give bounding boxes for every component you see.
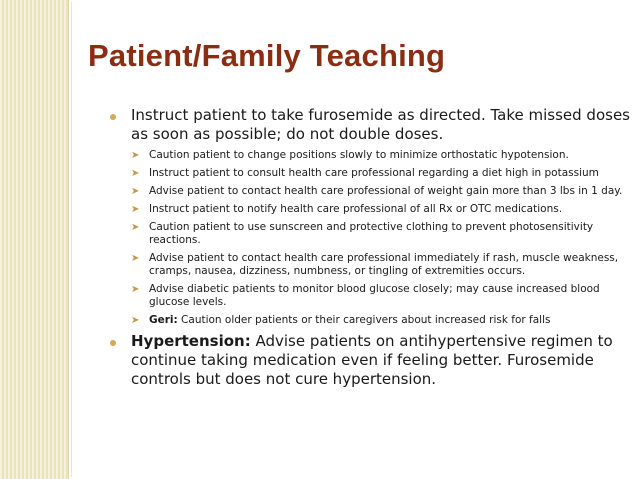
sub-bullet-geri <box>90 314 630 327</box>
arrow-bullet-icon: ➤ <box>131 315 140 326</box>
band-divider <box>68 0 69 479</box>
sub-bullet <box>90 203 630 216</box>
sub-bullet-text: Instruct patient to notify health care professional of all Rx or OTC medications. <box>149 203 563 215</box>
sub-bullet <box>90 149 630 162</box>
bullet-dot-icon <box>110 340 116 346</box>
sub-bullet-list <box>90 149 630 327</box>
sub-bullet-text: Instruct patient to consult health care professional regarding a diet high in potassium <box>149 167 599 179</box>
hypertension-text: Advise patients on antihypertensive regimen to continue taking medication even if feeling better. Furosemide controls but does not cure hypertension. <box>131 332 613 388</box>
arrow-bullet-icon: ➤ <box>131 168 140 179</box>
sub-bullet-text: Caution patient to change positions slowly to minimize orthostatic hypotension. <box>149 149 569 161</box>
sub-bullet-text: Advise patient to contact health care professional of weight gain more than 3 lbs in 1 day. <box>149 185 623 197</box>
slide-title: Patient/Family Teaching <box>88 38 446 73</box>
arrow-bullet-icon: ➤ <box>131 284 140 295</box>
sub-bullet-text: Advise patient to contact health care professional immediately if rash, muscle weakness, cramps, nausea, dizziness, numbness, or tingling of extremities occurs. <box>149 252 619 277</box>
left-decorative-band <box>0 0 68 479</box>
sub-bullet <box>90 185 630 198</box>
arrow-bullet-icon: ➤ <box>131 204 140 215</box>
geri-label: Geri: <box>149 314 178 326</box>
hypertension-label: Hypertension: <box>131 332 251 350</box>
arrow-bullet-icon: ➤ <box>131 186 140 197</box>
sub-bullet <box>90 221 630 247</box>
arrow-bullet-icon: ➤ <box>131 253 140 264</box>
sub-bullet <box>90 283 630 309</box>
arrow-bullet-icon: ➤ <box>131 150 140 161</box>
bullet-hypertension <box>90 332 630 389</box>
sub-bullet <box>90 167 630 180</box>
slide-content <box>90 106 630 392</box>
sub-bullet-text: Advise diabetic patients to monitor blood glucose closely; may cause increased blood glucose levels. <box>149 283 600 308</box>
sub-bullet-text: Caution patient to use sunscreen and protective clothing to prevent photosensitivity reactions. <box>149 221 594 246</box>
bullet-furosemide-directions <box>90 106 630 144</box>
geri-text: Caution older patients or their caregivers about increased risk for falls <box>177 314 551 326</box>
arrow-bullet-icon: ➤ <box>131 222 140 233</box>
sub-bullet <box>90 252 630 278</box>
bullet-text: Instruct patient to take furosemide as directed. Take missed doses as soon as possible; do not double doses. <box>131 106 630 143</box>
bullet-dot-icon <box>110 114 116 120</box>
